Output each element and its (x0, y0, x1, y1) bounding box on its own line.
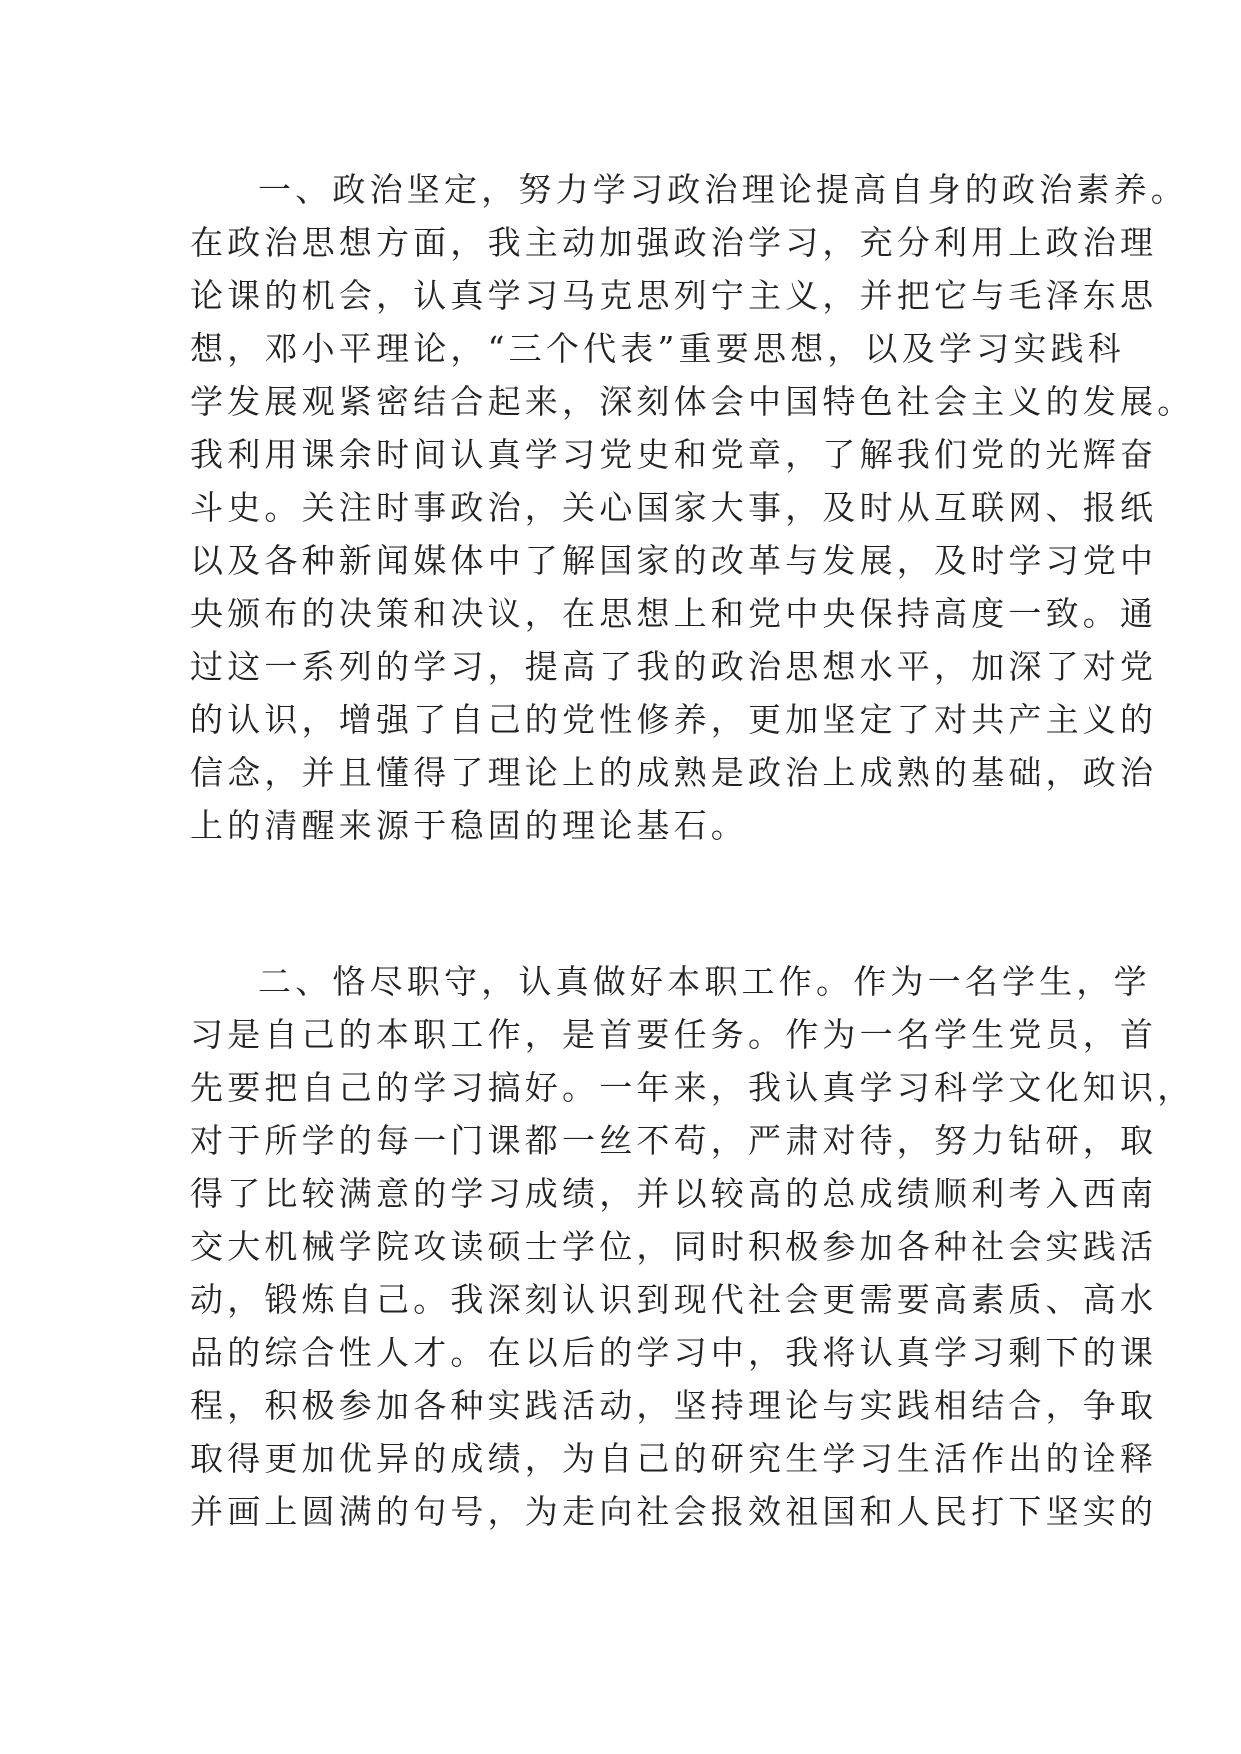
paragraph-line: 学发展观紧密结合起来，深刻体会中国特色社会主义的发展。 (190, 382, 1195, 421)
paragraph-line: 得了比较满意的学习成绩，并以较高的总成绩顺利考入西南 (190, 1174, 1158, 1213)
paragraph-line: 并画上圆满的句号，为走向社会报效祖国和人民打下坚实的 (190, 1492, 1158, 1531)
paragraph-line: 在政治思想方面，我主动加强政治学习，充分利用上政治理 (190, 223, 1158, 262)
paragraph-line: 程，积极参加各种实践活动，坚持理论与实践相结合，争取 (190, 1386, 1158, 1425)
paragraph-line: 先要把自己的学习搞好。一年来，我认真学习科学文化知识， (190, 1068, 1195, 1107)
paragraph-line: 品的综合性人才。在以后的学习中，我将认真学习剩下的课 (190, 1333, 1158, 1372)
paragraph-line: 交大机械学院攻读硕士学位，同时积极参加各种社会实践活 (190, 1227, 1158, 1266)
paragraph-line: 对于所学的每一门课都一丝不苟，严肃对待，努力钻研，取 (190, 1121, 1158, 1160)
paragraph-line: 信念，并且懂得了理论上的成熟是政治上成熟的基础，政治 (190, 753, 1158, 792)
paragraph-line: 的认识，增强了自己的党性修养，更加坚定了对共产主义的 (190, 700, 1158, 739)
paragraph-line: 二、恪尽职守，认真做好本职工作。作为一名学生，学 (258, 962, 1151, 1001)
paragraph-line: 想，邓小平理论，“三个代表”重要思想，以及学习实践科 (190, 329, 1125, 368)
paragraph-line: 斗史。关注时事政治，关心国家大事，及时从互联网、报纸 (190, 488, 1158, 527)
paragraph-line: 过这一系列的学习，提高了我的政治思想水平，加深了对党 (190, 647, 1158, 686)
paragraph-line: 上的清醒来源于稳固的理论基石。 (190, 806, 748, 845)
paragraph-line: 论课的机会，认真学习马克思列宁主义，并把它与毛泽东思 (190, 276, 1158, 315)
paragraph-line: 央颁布的决策和决议，在思想上和党中央保持高度一致。通 (190, 594, 1158, 633)
paragraph-duty (190, 955, 1195, 1538)
paragraph-line: 习是自己的本职工作，是首要任务。作为一名学生党员，首 (190, 1015, 1158, 1054)
paragraph-line: 我利用课余时间认真学习党史和党章，了解我们党的光辉奋 (190, 435, 1158, 474)
paragraph-line: 以及各种新闻媒体中了解国家的改革与发展，及时学习党中 (190, 541, 1158, 580)
paragraph-line: 一、政治坚定，努力学习政治理论提高自身的政治素养。 (258, 170, 1188, 209)
paragraph-line: 动，锻炼自己。我深刻认识到现代社会更需要高素质、高水 (190, 1280, 1158, 1319)
paragraph-political-stance (190, 163, 1195, 852)
paragraph-line: 取得更加优异的成绩，为自己的研究生学习生活作出的诠释 (190, 1439, 1158, 1478)
